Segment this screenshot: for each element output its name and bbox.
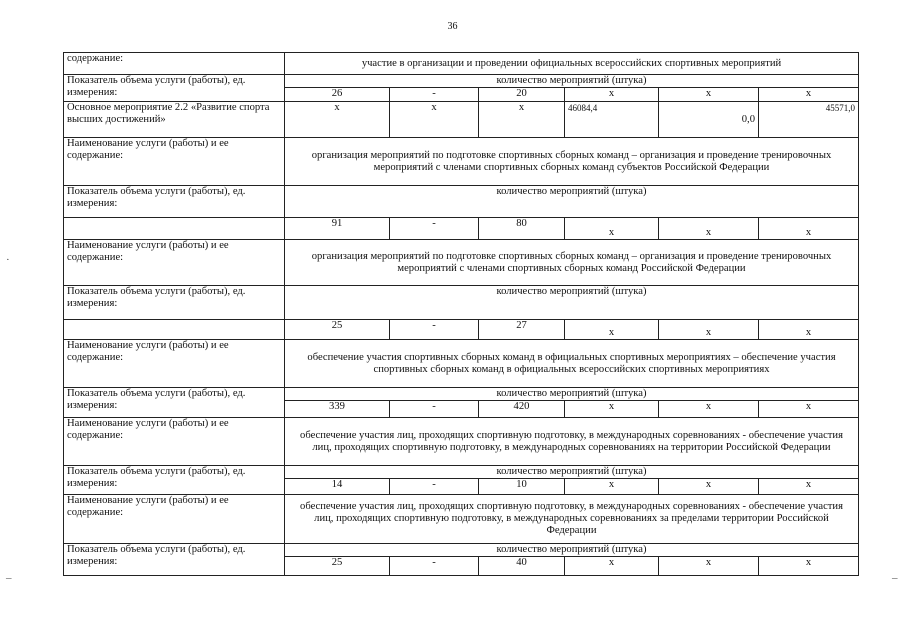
row-label: Показатель объема услуги (работы), ед. измерения:	[64, 544, 285, 576]
table-row	[64, 186, 859, 218]
value-cell: х	[759, 320, 859, 340]
table-row	[64, 286, 859, 320]
row-label: Показатель объема услуги (работы), ед. измерения:	[64, 186, 285, 218]
row-label: Показатель объема услуги (работы), ед. измерения:	[64, 75, 285, 102]
page-number: 36	[447, 21, 458, 32]
value-cell: х	[285, 102, 390, 138]
unit-cell: количество мероприятий (штука)	[285, 286, 859, 320]
row-label: Наименование услуги (работы) и ее содержание:	[64, 240, 285, 286]
value-cell: 45571,0	[759, 102, 859, 138]
row-label-blank	[64, 218, 285, 240]
value-cell: 14	[285, 479, 390, 495]
value-cell: -	[390, 479, 479, 495]
value-cell: 10	[479, 479, 565, 495]
unit-cell: количество мероприятий (штука)	[285, 388, 859, 401]
row-label: Наименование услуги (работы) и ее содержание:	[64, 495, 285, 544]
value-cell: х	[565, 479, 659, 495]
service-content: организация мероприятий по подготовке спортивных сборных команд – организация и проведение тренировочных мероприятий с членами спортивных сборных команд субъектов Российской Федерации	[285, 138, 859, 186]
value-cell: х	[390, 102, 479, 138]
value-cell: х	[659, 479, 759, 495]
value-cell: 26	[285, 88, 390, 102]
value-cell: х	[759, 401, 859, 418]
unit-cell: количество мероприятий (штука)	[285, 186, 859, 218]
table-row	[64, 138, 859, 186]
row-label: Наименование услуги (работы) и ее содержание:	[64, 340, 285, 388]
value-cell: х	[759, 557, 859, 576]
service-content: обеспечение участия лиц, проходящих спортивную подготовку, в международных соревнованиях - обеспечение участия лиц, проходящих спортивную подготовку, в международных соревнованиях за пределами территории Российской Федерации	[285, 495, 859, 544]
row-label: Наименование услуги (работы) и ее содержание:	[64, 138, 285, 186]
table-row	[64, 544, 859, 557]
row-label: Показатель объема услуги (работы), ед. измерения:	[64, 286, 285, 320]
table-row	[64, 218, 859, 240]
value-cell: 40	[479, 557, 565, 576]
value-cell: х	[659, 401, 759, 418]
value-cell: 27	[479, 320, 565, 340]
row-label: Показатель объема услуги (работы), ед. измерения:	[64, 466, 285, 495]
unit-cell: количество мероприятий (штука)	[285, 466, 859, 479]
value-cell: х	[659, 320, 759, 340]
value-cell: х	[759, 88, 859, 102]
value-cell: 25	[285, 557, 390, 576]
value-cell: 91	[285, 218, 390, 240]
value-cell: -	[390, 218, 479, 240]
services-table	[63, 52, 859, 576]
table-row	[64, 388, 859, 401]
row-label: Показатель объема услуги (работы), ед. измерения:	[64, 388, 285, 418]
value-cell: х	[659, 218, 759, 240]
value-cell: х	[565, 320, 659, 340]
value-cell: 0,0	[659, 102, 759, 138]
value-cell: х	[479, 102, 565, 138]
margin-dash: –	[6, 572, 12, 584]
unit-cell: количество мероприятий (штука)	[285, 75, 859, 88]
margin-dash: –	[892, 572, 898, 584]
service-content: обеспечение участия лиц, проходящих спортивную подготовку, в международных соревнованиях - обеспечение участия лиц, проходящих спортивную подготовку, в международных соревнованиях на территории Российской Федерации	[285, 418, 859, 466]
unit-cell: количество мероприятий (штука)	[285, 544, 859, 557]
value-cell: х	[565, 218, 659, 240]
row-label: содержание:	[64, 53, 285, 75]
service-content: организация мероприятий по подготовке спортивных сборных команд – организация и проведение тренировочных мероприятий с членами спортивных сборных команд Российской Федерации	[285, 240, 859, 286]
table-row	[64, 418, 859, 466]
value-cell: 80	[479, 218, 565, 240]
row-label-blank	[64, 320, 285, 340]
value-cell: -	[390, 88, 479, 102]
row-label: Наименование услуги (работы) и ее содержание:	[64, 418, 285, 466]
value-cell: х	[565, 88, 659, 102]
value-cell: 339	[285, 401, 390, 418]
value-cell: 46084,4	[565, 102, 659, 138]
service-content: обеспечение участия спортивных сборных команд в официальных спортивных мероприятиях – обеспечение участия спортивных сборных команд в официальных всероссийских спортивных мероприятиях	[285, 340, 859, 388]
table-row	[64, 466, 859, 479]
value-cell: 420	[479, 401, 565, 418]
value-cell: х	[565, 401, 659, 418]
table-row	[64, 75, 859, 88]
table-row	[64, 495, 859, 544]
table-row	[64, 240, 859, 286]
value-cell: -	[390, 401, 479, 418]
table-row	[64, 340, 859, 388]
value-cell: х	[759, 218, 859, 240]
table-row	[64, 320, 859, 340]
row-label: Основное мероприятие 2.2 «Развитие спорта высших достижений»	[64, 102, 285, 138]
margin-dash: ·	[6, 254, 10, 266]
value-cell: -	[390, 320, 479, 340]
table-row	[64, 102, 859, 138]
value-cell: 20	[479, 88, 565, 102]
service-content: участие в организации и проведении официальных всероссийских спортивных мероприятий	[285, 53, 859, 75]
value-cell: х	[565, 557, 659, 576]
value-cell: х	[659, 88, 759, 102]
value-cell: х	[759, 479, 859, 495]
value-cell: 25	[285, 320, 390, 340]
table-row	[64, 53, 859, 75]
value-cell: х	[659, 557, 759, 576]
value-cell: -	[390, 557, 479, 576]
